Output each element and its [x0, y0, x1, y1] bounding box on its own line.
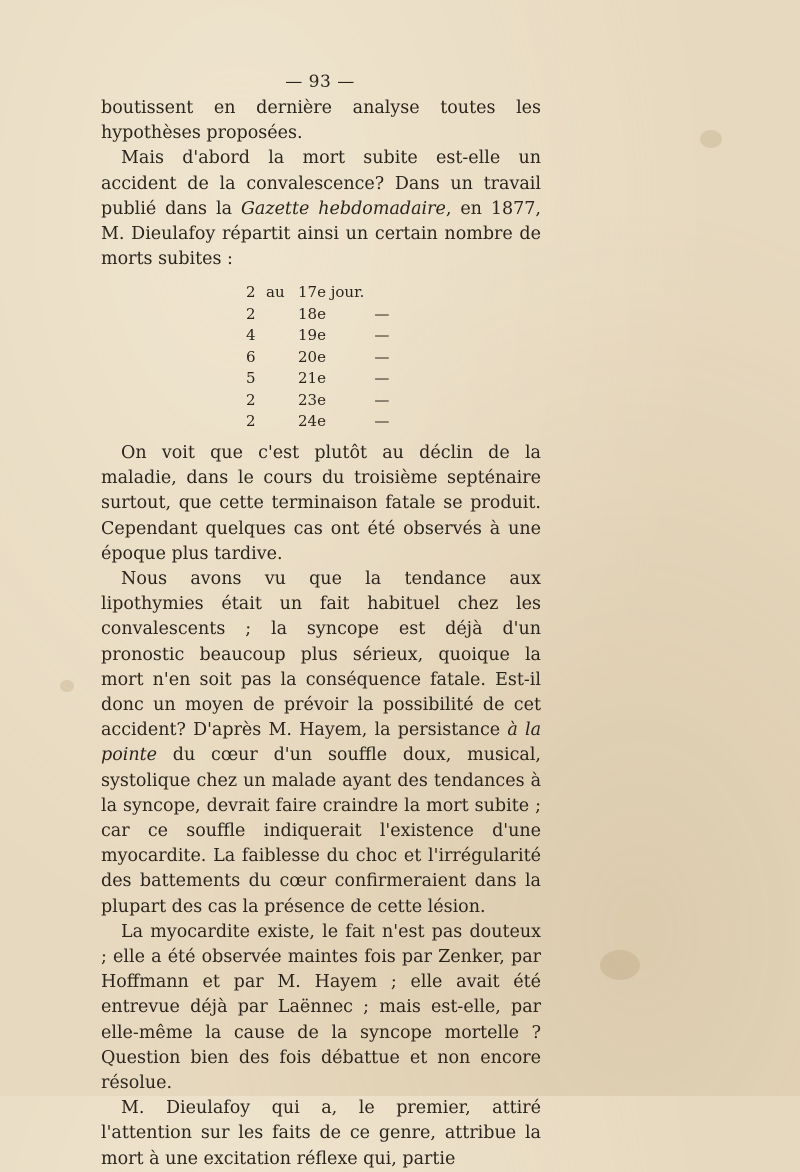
table-row: [246, 368, 389, 390]
table-cell-dash: —: [374, 326, 390, 345]
table-cell-dash: [364, 282, 389, 304]
table-cell-day: 24e: [298, 412, 326, 431]
table-cell-prefix: [262, 368, 296, 390]
table-row: [246, 304, 389, 326]
table-cell-count: 4: [246, 326, 256, 345]
table-cell-dash: —: [374, 412, 390, 431]
page-number: — 93 —: [285, 72, 355, 92]
table-row: [246, 282, 389, 304]
table-row: [246, 347, 389, 369]
table-cell-dash: —: [374, 304, 390, 323]
paragraph: On voit que c'est plutôt au déclin de la maladie, dans le cours du troisième septénaire surtout, que cette terminaison fatale se produit. Cependant quelques cas ont été observés à une époque plus tardive.: [101, 442, 541, 564]
table-cell-dash: —: [374, 390, 390, 409]
paragraph: La myocardite existe, le fait n'est pas douteux ; elle a été observée maintes fois par Zenker, par Hoffmann et par M. Hayem ; elle avait été entrevue déjà par Laënnec ; mais est-elle, par elle-même la cause de la syncope mortelle ? Question bien des fois débattue et non encore résolue.: [101, 921, 541, 1093]
table-cell-count: 5: [246, 369, 256, 388]
table-cell-day: 21e: [298, 369, 326, 388]
paper-stain: [700, 130, 722, 148]
table-cell-day: 23e: [298, 390, 326, 409]
table-cell-dash: —: [374, 347, 390, 366]
table-row: [246, 390, 389, 412]
paragraph-text: Nous avons vu que la tendance aux lipothymies était un fait habituel chez les convalescents ; la syncope est déjà d'un pronostic beaucoup plus sérieux, quoique la mort n'en soit pas la conséquence fatale. Est-il donc un moyen de prévoir la possibilité de cet accident? D'après M. Hayem, la persistance: [101, 568, 541, 741]
paragraph-text: , en 1877, M. Dieulafoy répartit ainsi un certain nombre de morts subites :: [101, 198, 541, 270]
table-cell-day: 19e: [298, 326, 326, 345]
table-cell-count: 2: [246, 412, 256, 431]
table-cell-prefix: au: [266, 283, 285, 302]
table-cell-count: 6: [246, 347, 256, 366]
paragraph: [101, 567, 541, 920]
table-cell-prefix: [262, 347, 296, 369]
table-cell-prefix: [262, 390, 296, 412]
table-row: [246, 411, 389, 433]
table-cell-prefix: [262, 304, 296, 326]
table-cell-day: 17e jour.: [298, 283, 365, 302]
paper-stain: [600, 950, 640, 980]
body-text: [101, 96, 541, 1172]
table-cell-count: 2: [246, 283, 256, 302]
death-day-table: [246, 282, 389, 433]
paper-stain: [60, 680, 74, 692]
table-cell-count: 2: [246, 390, 256, 409]
table-cell-prefix: [262, 411, 296, 433]
paragraph: [101, 146, 541, 272]
paragraph: boutissent en dernière analyse toutes les hypothèses proposées.: [101, 98, 541, 144]
paragraph: M. Dieulafoy qui a, le premier, attiré l'attention sur les faits de ce genre, attribue la mort à une excitation réflexe qui, partie: [101, 1098, 541, 1169]
table-cell-dash: —: [374, 369, 390, 388]
table-row: [246, 325, 389, 347]
emphasis-text: à la pointe: [101, 720, 542, 766]
table-cell-day: 18e: [298, 304, 326, 323]
paragraph-text: du cœur d'un souffle doux, musical, systolique chez un malade ayant des tendances à la syncope, devrait faire craindre la mort subite ; car ce souffle indiquerait l'existence d'une myocardite. La faiblesse du choc et l'irrégularité des battements du cœur confirmeraient dans la plupart des cas la présence de cette lésion.: [101, 745, 541, 917]
table-cell-day: 20e: [298, 347, 326, 366]
paragraph-text: Mais d'abord la mort subite est-elle un accident de la convalescence? Dans un travail publié dans la: [101, 148, 541, 219]
table-cell-count: 2: [246, 304, 256, 323]
journal-title: Gazette hebdomadaire: [240, 198, 446, 219]
table-cell-prefix: [262, 325, 296, 347]
